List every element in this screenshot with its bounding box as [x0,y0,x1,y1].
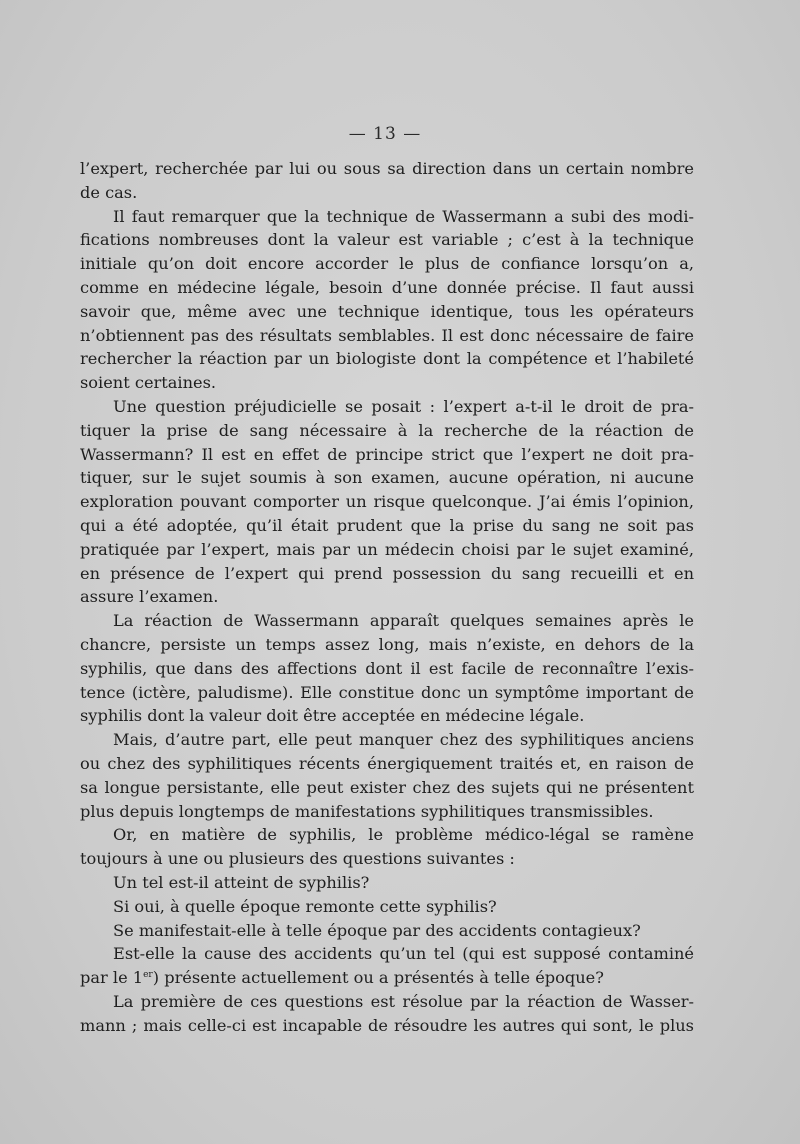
text-line: n’obtiennent pas des résultats semblables. Il est donc nécessaire de faire [80,325,694,345]
text-line: tiquer, sur le sujet soumis à son examen, aucune opération, ni aucune [80,468,694,488]
text-line: mann ; mais celle-ci est incapable de résoudre les autres qui sont, le plus [80,1015,694,1035]
text-line: l’expert, recherchée par lui ou sous sa direction dans un certain nombre [80,159,694,178]
text-line: exploration pouvant comporter un risque quelconque. J’ai émis l’opinion, [80,492,694,512]
text-line: Mais, d’autre part, elle peut manquer chez des syphilitiques anciens [113,730,694,750]
text-fragment: ) présente actuellement ou a présentés à telle époque? [152,968,604,988]
text-line: tence (ictère, paludisme). Elle constitue donc un symptôme important de [80,682,694,702]
text-line: pratiquée par l’expert, mais par un médecin choisi par le sujet examiné, [80,539,694,559]
text-line: La première de ces questions est résolue par la réaction de Wasser- [113,991,694,1011]
text-line: ou chez des syphilitiques récents énergiquement traités et, en raison de [80,753,694,773]
text-line: rechercher la réaction par un biologiste dont la compétence et l’habileté [80,349,694,369]
text-line: initiale qu’on doit encore accorder le plus de confiance lorsqu’on a, [80,254,694,274]
text-line: comme en médecine légale, besoin d’une donnée précise. Il faut aussi [80,277,694,297]
text-line: soient certaines. [80,373,217,393]
text-line: Se manifestait-elle à telle époque par des accidents contagieux? [113,920,641,940]
text-line [80,966,694,990]
text-line: tiquer la prise de sang nécessaire à la recherche de la réaction de [80,420,694,440]
text-line: Si oui, à quelle époque remonte cette syphilis? [113,896,497,916]
text-line: Wassermann? Il est en effet de principe strict que l’expert ne doit pra- [80,444,694,464]
text-line: toujours à une ou plusieurs des questions suivantes : [80,849,515,869]
text-fragment: par le 1 [80,968,144,988]
text-line: Il faut remarquer que la technique de Wassermann a subi des modi- [113,206,694,226]
text-line: plus depuis longtemps de manifestations syphilitiques transmissibles. [80,801,654,821]
text-line: de cas. [80,182,138,202]
text-line: Or, en matière de syphilis, le problème médico-légal se ramène [113,825,694,845]
text-line: en présence de l’expert qui prend possession du sang recueilli et en [80,563,694,583]
text-line: fications nombreuses dont la valeur est variable ; c’est à la technique [80,230,694,250]
text-line: assure l’examen. [80,587,219,607]
text-line: syphilis, que dans des affections dont il est facile de reconnaître l’exis- [80,658,694,678]
text-line: La réaction de Wassermann apparaît quelques semaines après le [113,611,694,631]
text-line: savoir que, même avec une technique identique, tous les opérateurs [80,301,694,321]
body-text [80,157,694,1037]
superscript: er [143,970,153,981]
text-line: chancre, persiste un temps assez long, mais n’existe, en dehors de la [80,634,694,654]
page-number: — 13 — [348,124,422,144]
text-line: Une question préjudicielle se posait : l’expert a-t-il le droit de pra- [113,396,694,416]
text-line: Un tel est-il atteint de syphilis? [113,872,370,892]
text-line: sa longue persistante, elle peut exister chez des sujets qui ne présentent [80,777,694,797]
text-line: qui a été adoptée, qu’il était prudent que la prise du sang ne soit pas [80,515,694,535]
text-line: Est-elle la cause des accidents qu’un tel (qui est supposé contaminé [113,944,694,964]
text-line: syphilis dont la valeur doit être acceptée en médecine légale. [80,706,585,726]
